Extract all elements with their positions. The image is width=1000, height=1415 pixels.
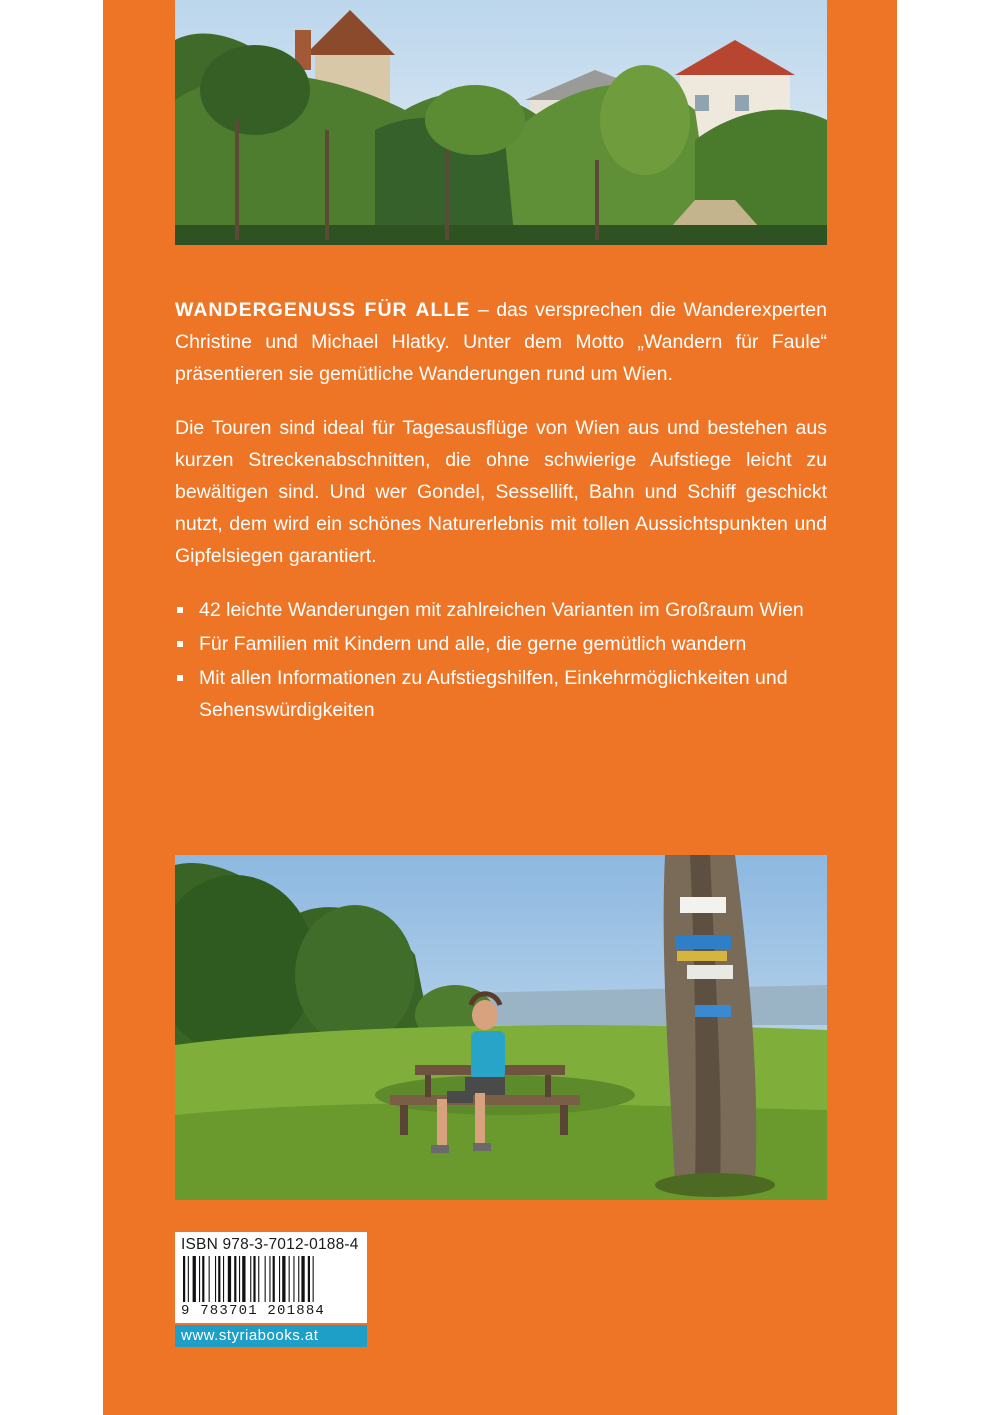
barcode-icon bbox=[181, 1256, 361, 1302]
publisher-url[interactable]: www.styriabooks.at bbox=[175, 1325, 367, 1347]
feature-item: Mit allen Informationen zu Aufstiegshilfen, Einkehrmöglichkeiten und Sehenswürdigkeiten bbox=[175, 662, 827, 726]
vineyard-photo bbox=[175, 0, 827, 245]
barcode-digits: 9 783701 201884 bbox=[181, 1303, 326, 1319]
lead-headline: WANDERGENUSS FÜR ALLE bbox=[175, 299, 471, 321]
feature-item: 42 leichte Wanderungen mit zahlreichen Varianten im Großraum Wien bbox=[175, 594, 827, 626]
isbn-block bbox=[175, 1232, 367, 1347]
feature-list bbox=[175, 594, 827, 726]
book-back-cover bbox=[103, 0, 897, 1415]
intro-paragraph bbox=[175, 294, 827, 390]
feature-item: Für Familien mit Kindern und alle, die gerne gemütlich wandern bbox=[175, 628, 827, 660]
tours-paragraph: Die Touren sind ideal für Tagesausflüge von Wien aus und bestehen aus kurzen Streckenabschnitten, die ohne schwierige Aufstiege leicht zu bewältigen sind. Und wer Gondel, Sessellift, Bahn und Schiff geschickt nutzt, dem wird ein schönes Naturerlebnis mit tollen Aussichtspunkten und Gipfelsiegen garantiert. bbox=[175, 417, 827, 567]
vineyard-photo-image bbox=[175, 0, 827, 245]
isbn-number: ISBN 978-3-7012-0188-4 bbox=[181, 1236, 359, 1253]
description-text bbox=[175, 294, 827, 728]
hiker-photo-image bbox=[175, 855, 827, 1200]
intro-text: – das versprechen die Wanderexperten Christine und Michael Hlatky. Unter dem Motto „Wandern für Faule“ präsentieren sie gemütliche Wanderungen rund um Wien. bbox=[175, 299, 827, 385]
hiker-photo bbox=[175, 855, 827, 1200]
barcode-box bbox=[175, 1232, 367, 1323]
